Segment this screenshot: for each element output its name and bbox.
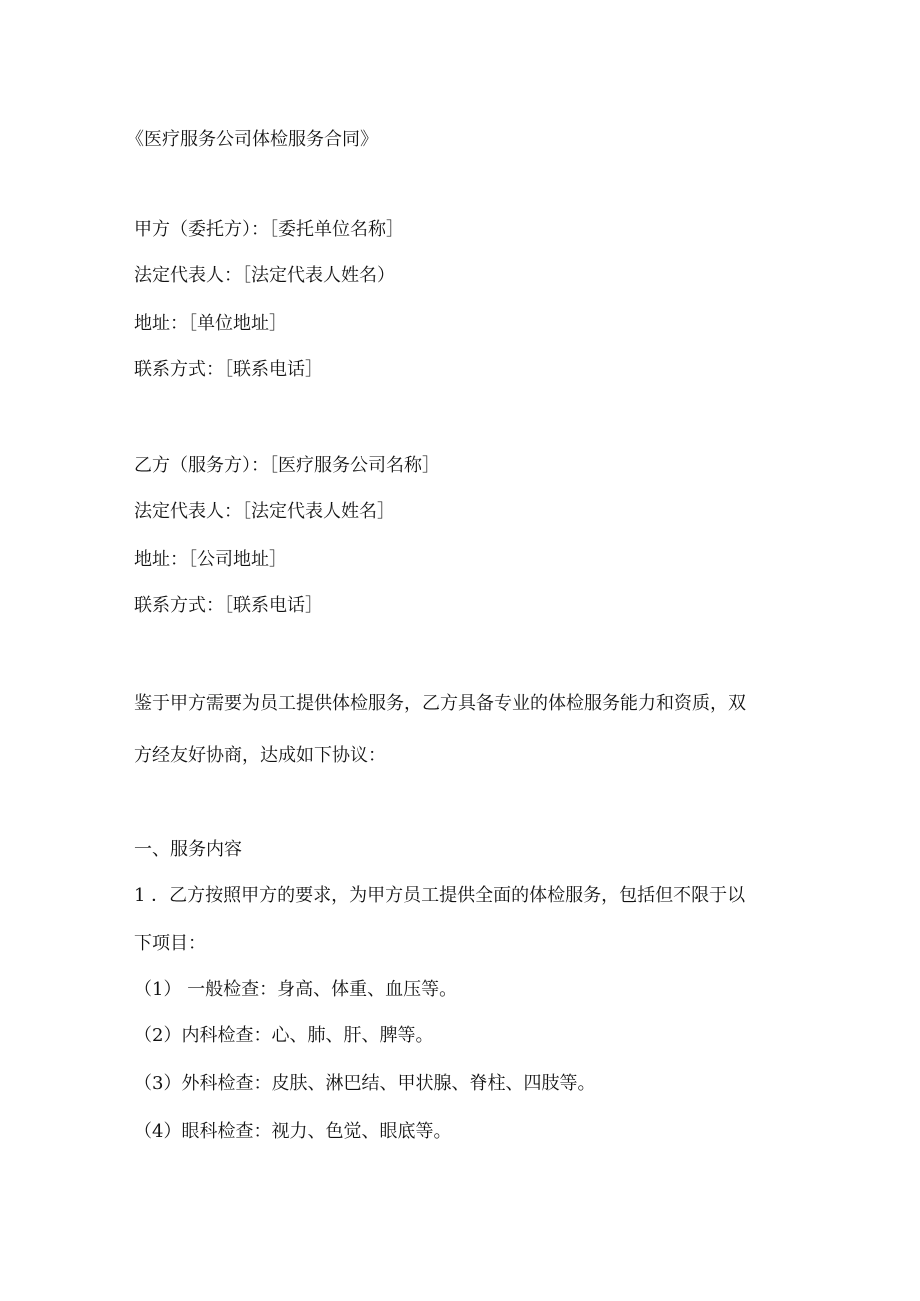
preamble-line-1: 鉴于甲方需要为员工提供体检服务，乙方具备专业的体检服务能力和资质，双 xyxy=(134,693,746,714)
exam-item-ophthalmology: （4）眼科检查：视力、色觉、眼底等。 xyxy=(134,1121,452,1142)
preamble-line-2: 方经友好协商，达成如下协议： xyxy=(134,745,386,766)
party-a-address: 地址：［单位地址］ xyxy=(134,313,287,334)
party-b-heading: 乙方（服务方）：［医疗服务公司名称］ xyxy=(134,455,440,476)
exam-item-surgical: （3）外科检查：皮肤、淋巴结、甲状腺、脊柱、四肢等。 xyxy=(134,1073,596,1094)
section-1-item-1-line-2: 下项目： xyxy=(134,933,206,954)
party-a-representative: 法定代表人：［法定代表人姓名） xyxy=(134,265,395,286)
party-b-address: 地址：［公司地址］ xyxy=(134,549,287,570)
contract-title: 《医疗服务公司体检服务合同》 xyxy=(126,129,378,150)
party-b-contact: 联系方式：［联系电话］ xyxy=(134,595,323,616)
party-a-contact: 联系方式：［联系电话］ xyxy=(134,359,323,380)
section-1-heading: 一、服务内容 xyxy=(134,839,242,860)
exam-item-internal: （2）内科检查：心、肺、肝、脾等。 xyxy=(134,1025,434,1046)
party-b-representative: 法定代表人：［法定代表人姓名］ xyxy=(134,501,395,522)
party-a-heading: 甲方（委托方）：［委托单位名称］ xyxy=(134,219,404,240)
exam-item-general: （1） 一般检查：身高、体重、血压等。 xyxy=(134,979,458,1000)
section-1-item-1-line-1: 1 ．乙方按照甲方的要求，为甲方员工提供全面的体检服务，包括但不限于以 xyxy=(134,885,746,906)
